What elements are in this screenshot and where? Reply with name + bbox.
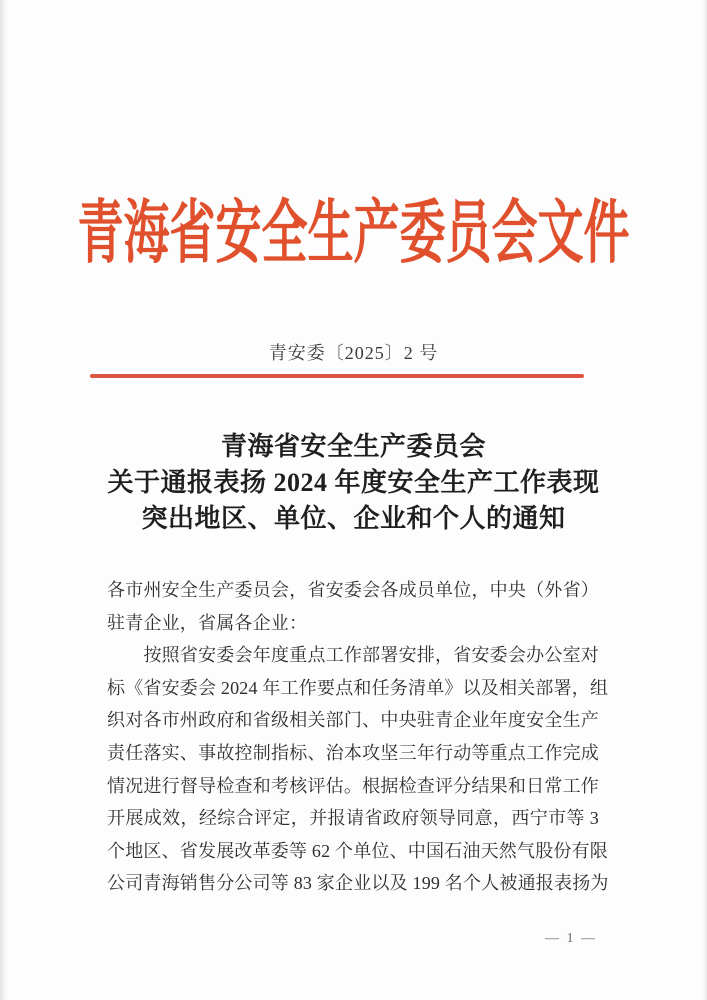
- body-line: 织对各市州政府和省级相关部门、中央驻青企业年度安全生产: [107, 710, 599, 731]
- red-divider-rule: [90, 374, 584, 378]
- body-line: 个地区、省发展改革委等 62 个单位、中国石油天然气股份有限: [107, 840, 608, 861]
- body-line: 情况进行督导检查和考核评估。根据检查评分结果和日常工作: [107, 775, 599, 796]
- notice-title-line-2: 关于通报表扬 2024 年度安全生产工作表现: [107, 468, 600, 497]
- body-line: 责任落实、事故控制指标、治本攻坚三年行动等重点工作完成: [107, 742, 599, 763]
- body-line: 标《省安委会 2024 年工作要点和任务清单》以及相关部署，组: [107, 677, 609, 698]
- body-line: 驻青企业，省属各企业：: [107, 612, 308, 633]
- notice-body: [107, 574, 609, 900]
- body-line: 开展成效，经综合评定，并报请省政府领导同意，西宁市等 3: [107, 808, 599, 829]
- document-number: 青安委〔2025〕2 号: [268, 343, 439, 363]
- body-line: 按照省安委会年度重点工作部署安排，省安委会办公室对: [107, 645, 599, 666]
- notice-title: [0, 429, 707, 537]
- masthead-title: 青海省安全生产委员会文件: [77, 194, 630, 271]
- page-number: — 1 —: [545, 931, 597, 946]
- body-line: 公司青海销售分公司等 83 家企业以及 199 名个人被通报表扬为: [107, 873, 609, 894]
- notice-title-line-3: 突出地区、单位、企业和个人的通知: [141, 504, 566, 533]
- body-line: 各市州安全生产委员会，省安委会各成员单位，中央（外省）: [107, 580, 599, 600]
- notice-title-line-1: 青海省安全生产委员会: [220, 432, 486, 461]
